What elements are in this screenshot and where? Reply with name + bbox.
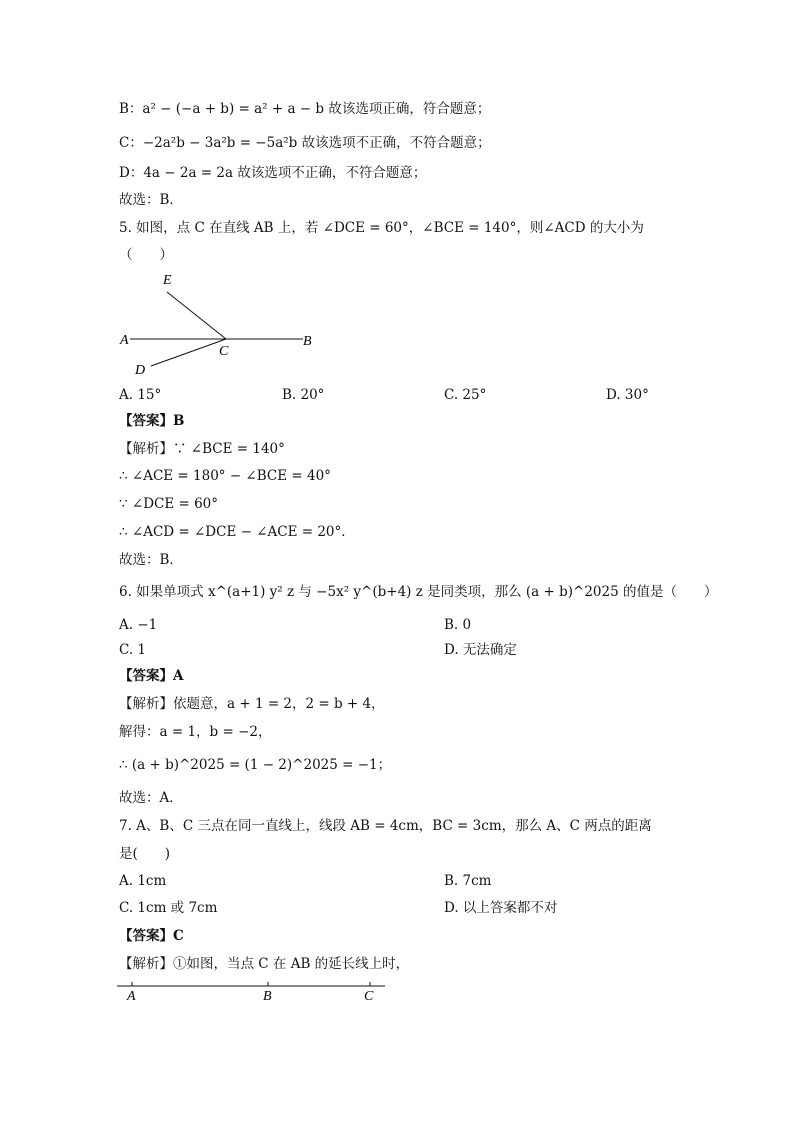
text-line: 故选：B．: [119, 192, 183, 208]
question-6: 6. 如果单项式 x^(a+1) y² z 与 −5x² y^(b+4) z 是同类项，那么 (a + b)^2025 的值是（ ）: [119, 584, 718, 600]
q6-option-b: B. 0: [444, 617, 472, 633]
q6-choose: 故选：A．: [119, 790, 183, 806]
label-b: B: [303, 334, 312, 349]
label-a: A: [120, 333, 129, 348]
q7-segment-figure: [115, 978, 395, 1004]
q7-answer: 【答案】C: [119, 928, 184, 944]
q7-option-b: B. 7cm: [444, 873, 492, 889]
q6-analysis: ∴ (a + b)^2025 = (1 − 2)^2025 = −1；: [119, 757, 392, 773]
label-d: D: [135, 363, 146, 378]
q5-option-d: D. 30°: [606, 387, 649, 403]
q7-option-d: D. 以上答案都不对: [444, 900, 558, 916]
q5-analysis: ∴ ∠ACD = ∠DCE − ∠ACE = 20°．: [119, 524, 355, 540]
text-line: B：a² − (−a + b) = a² + a − b 故该选项正确，符合题意；: [119, 101, 491, 117]
q6-analysis: 解得：a = 1，b = −2，: [119, 724, 272, 740]
label-e: E: [163, 273, 172, 288]
q6-option-a: A. −1: [119, 617, 158, 633]
q5-analysis: ∴ ∠ACE = 180° − ∠BCE = 40°: [119, 468, 331, 484]
text-line: D：4a − 2a = 2a 故该选项不正确，不符合题意；: [119, 165, 427, 181]
q5-answer: 【答案】B: [119, 413, 185, 429]
text-line: C：−2a²b − 3a²b = −5a²b 故该选项不正确，不符合题意；: [119, 135, 491, 151]
q7-option-a: A. 1cm: [119, 873, 167, 889]
q6-option-c: C. 1: [119, 642, 147, 658]
q6-answer: 【答案】A: [119, 668, 184, 684]
q7-analysis: 【解析】①如图，当点 C 在 AB 的延长线上时，: [119, 956, 410, 972]
q5-option-a: A. 15°: [119, 387, 162, 403]
q5-analysis: 【解析】∵ ∠BCE = 140°: [119, 441, 285, 457]
label-c: C: [219, 344, 229, 359]
q6-option-d: D. 无法确定: [444, 642, 517, 658]
question-5: 5. 如图，点 C 在直线 AB 上，若 ∠DCE = 60°，∠BCE = 140°，则∠ACD 的大小为: [119, 220, 644, 236]
q7-option-c: C. 1cm 或 7cm: [119, 900, 218, 916]
question-5-blank: （ ）: [119, 247, 173, 263]
q5-option-b: B. 20°: [282, 387, 325, 403]
label-a: A: [127, 989, 136, 1004]
q5-angle-figure: [115, 266, 325, 378]
ray-cd: [151, 339, 226, 366]
q5-analysis: ∵ ∠DCE = 60°: [119, 496, 219, 512]
question-7: 7. A、B、C 三点在同一直线上，线段 AB = 4cm，BC = 3cm，那么 A、C 两点的距离: [119, 818, 652, 834]
q5-choose: 故选：B．: [119, 552, 183, 568]
ray-ce: [167, 292, 226, 339]
label-b: B: [263, 989, 272, 1004]
q6-analysis: 【解析】依题意，a + 1 = 2，2 = b + 4，: [119, 696, 385, 712]
q5-option-c: C. 25°: [444, 387, 487, 403]
question-7-cont: 是( ): [119, 846, 171, 862]
label-c: C: [364, 989, 374, 1004]
